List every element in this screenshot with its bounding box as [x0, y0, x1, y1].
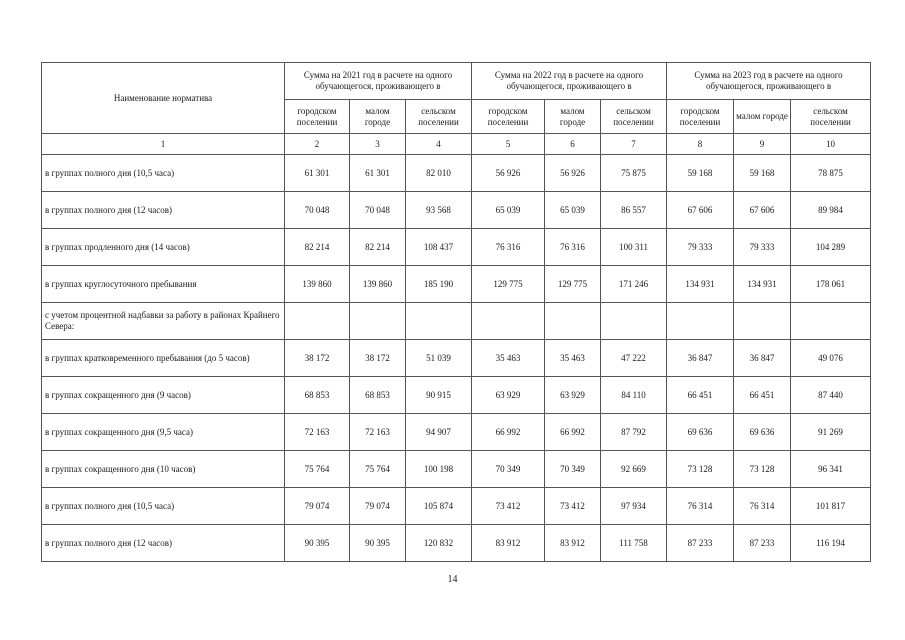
value-cell: 56 926 [545, 155, 601, 192]
value-cell [734, 303, 791, 340]
table-row [42, 303, 871, 340]
value-cell: 56 926 [472, 155, 545, 192]
row-name-cell: в группах круглосуточного пребывания [42, 266, 285, 303]
table-row [42, 488, 871, 525]
value-cell: 96 341 [791, 451, 871, 488]
value-cell: 69 636 [734, 414, 791, 451]
value-cell: 87 440 [791, 377, 871, 414]
column-number: 5 [472, 134, 545, 155]
value-cell: 38 172 [285, 340, 350, 377]
page-number: 14 [447, 574, 458, 585]
value-cell: 66 451 [734, 377, 791, 414]
value-cell: 87 792 [601, 414, 667, 451]
value-cell: 70 349 [545, 451, 601, 488]
column-number: 3 [350, 134, 406, 155]
value-cell: 90 395 [350, 525, 406, 562]
value-cell: 63 929 [472, 377, 545, 414]
table-row [42, 266, 871, 303]
value-cell [601, 303, 667, 340]
table-row [42, 155, 871, 192]
row-name-cell: в группах сокращенного дня (9,5 часа) [42, 414, 285, 451]
norms-table [41, 62, 871, 562]
value-cell: 134 931 [734, 266, 791, 303]
value-cell: 116 194 [791, 525, 871, 562]
value-cell: 129 775 [545, 266, 601, 303]
value-cell: 79 333 [734, 229, 791, 266]
value-cell: 36 847 [734, 340, 791, 377]
value-cell [791, 303, 871, 340]
row-name-cell: в группах сокращенного дня (10 часов) [42, 451, 285, 488]
value-cell: 73 128 [734, 451, 791, 488]
value-cell: 82 214 [350, 229, 406, 266]
value-cell: 139 860 [285, 266, 350, 303]
value-cell: 70 048 [350, 192, 406, 229]
header-group-2021: Сумма на 2021 год в расчете на одного обучающегося, проживающего в [285, 63, 472, 100]
header-sub-cell: малом городе [734, 100, 791, 134]
value-cell [667, 303, 734, 340]
value-cell: 35 463 [472, 340, 545, 377]
row-name-cell: в группах полного дня (12 часов) [42, 525, 285, 562]
value-cell: 171 246 [601, 266, 667, 303]
header-sub-cell: сельском поселении [601, 100, 667, 134]
value-cell: 73 412 [545, 488, 601, 525]
value-cell: 111 758 [601, 525, 667, 562]
table-row [42, 377, 871, 414]
row-name-cell: с учетом процентной надбавки за работу в районах Крайнего Севера: [42, 303, 285, 340]
value-cell [285, 303, 350, 340]
table-body [42, 63, 871, 562]
table-row [42, 229, 871, 266]
value-cell: 82 214 [285, 229, 350, 266]
value-cell: 61 301 [350, 155, 406, 192]
header-name-cell: Наименование норматива [42, 63, 285, 134]
column-number: 6 [545, 134, 601, 155]
value-cell: 73 412 [472, 488, 545, 525]
value-cell: 59 168 [734, 155, 791, 192]
column-number: 10 [791, 134, 871, 155]
value-cell: 100 198 [406, 451, 472, 488]
value-cell: 87 233 [667, 525, 734, 562]
value-cell: 90 395 [285, 525, 350, 562]
column-number-row [42, 134, 871, 155]
value-cell [472, 303, 545, 340]
table-row [42, 340, 871, 377]
value-cell: 38 172 [350, 340, 406, 377]
value-cell: 84 110 [601, 377, 667, 414]
value-cell: 47 222 [601, 340, 667, 377]
value-cell [545, 303, 601, 340]
column-number: 7 [601, 134, 667, 155]
table-row [42, 414, 871, 451]
row-name-cell: в группах полного дня (12 часов) [42, 192, 285, 229]
value-cell: 83 912 [472, 525, 545, 562]
value-cell: 65 039 [472, 192, 545, 229]
value-cell: 66 992 [545, 414, 601, 451]
value-cell: 104 289 [791, 229, 871, 266]
row-name-cell: в группах кратковременного пребывания (до 5 часов) [42, 340, 285, 377]
value-cell: 89 984 [791, 192, 871, 229]
column-number: 8 [667, 134, 734, 155]
value-cell: 92 669 [601, 451, 667, 488]
column-number: 1 [42, 134, 285, 155]
value-cell: 76 314 [734, 488, 791, 525]
value-cell: 72 163 [285, 414, 350, 451]
value-cell: 72 163 [350, 414, 406, 451]
value-cell: 97 934 [601, 488, 667, 525]
value-cell: 75 764 [285, 451, 350, 488]
header-row-groups [42, 63, 871, 100]
value-cell: 61 301 [285, 155, 350, 192]
value-cell: 67 606 [667, 192, 734, 229]
value-cell: 78 875 [791, 155, 871, 192]
value-cell: 134 931 [667, 266, 734, 303]
table-row [42, 192, 871, 229]
value-cell: 63 929 [545, 377, 601, 414]
header-sub-cell: малом городе [350, 100, 406, 134]
header-group-2023: Сумма на 2023 год в расчете на одного обучающегося, проживающего в [667, 63, 871, 100]
value-cell: 120 832 [406, 525, 472, 562]
value-cell: 66 451 [667, 377, 734, 414]
table-row [42, 525, 871, 562]
value-cell: 70 048 [285, 192, 350, 229]
value-cell: 94 907 [406, 414, 472, 451]
value-cell: 82 010 [406, 155, 472, 192]
value-cell: 93 568 [406, 192, 472, 229]
value-cell: 105 874 [406, 488, 472, 525]
value-cell: 76 314 [667, 488, 734, 525]
header-group-2022: Сумма на 2022 год в расчете на одного обучающегося, проживающего в [472, 63, 667, 100]
header-sub-cell: сельском поселении [406, 100, 472, 134]
value-cell: 36 847 [667, 340, 734, 377]
value-cell: 76 316 [545, 229, 601, 266]
column-number: 4 [406, 134, 472, 155]
value-cell: 49 076 [791, 340, 871, 377]
value-cell [350, 303, 406, 340]
row-name-cell: в группах полного дня (10,5 часа) [42, 155, 285, 192]
value-cell: 79 333 [667, 229, 734, 266]
value-cell [406, 303, 472, 340]
value-cell: 185 190 [406, 266, 472, 303]
value-cell: 83 912 [545, 525, 601, 562]
value-cell: 70 349 [472, 451, 545, 488]
row-name-cell: в группах продленного дня (14 часов) [42, 229, 285, 266]
value-cell: 68 853 [350, 377, 406, 414]
header-sub-cell: городском поселении [667, 100, 734, 134]
row-name-cell: в группах сокращенного дня (9 часов) [42, 377, 285, 414]
row-name-cell: в группах полного дня (10,5 часа) [42, 488, 285, 525]
header-sub-cell: сельском поселении [791, 100, 871, 134]
value-cell: 73 128 [667, 451, 734, 488]
value-cell: 75 875 [601, 155, 667, 192]
value-cell: 68 853 [285, 377, 350, 414]
value-cell: 35 463 [545, 340, 601, 377]
header-sub-cell: малом городе [545, 100, 601, 134]
value-cell: 76 316 [472, 229, 545, 266]
value-cell: 178 061 [791, 266, 871, 303]
value-cell: 91 269 [791, 414, 871, 451]
header-sub-cell: городском поселении [285, 100, 350, 134]
table-row [42, 451, 871, 488]
value-cell: 66 992 [472, 414, 545, 451]
value-cell: 79 074 [350, 488, 406, 525]
value-cell: 108 437 [406, 229, 472, 266]
value-cell: 59 168 [667, 155, 734, 192]
value-cell: 75 764 [350, 451, 406, 488]
value-cell: 101 817 [791, 488, 871, 525]
value-cell: 67 606 [734, 192, 791, 229]
value-cell: 69 636 [667, 414, 734, 451]
value-cell: 100 311 [601, 229, 667, 266]
value-cell: 86 557 [601, 192, 667, 229]
value-cell: 87 233 [734, 525, 791, 562]
value-cell: 129 775 [472, 266, 545, 303]
header-sub-cell: городском поселении [472, 100, 545, 134]
value-cell: 65 039 [545, 192, 601, 229]
value-cell: 79 074 [285, 488, 350, 525]
value-cell: 139 860 [350, 266, 406, 303]
value-cell: 90 915 [406, 377, 472, 414]
value-cell: 51 039 [406, 340, 472, 377]
column-number: 2 [285, 134, 350, 155]
column-number: 9 [734, 134, 791, 155]
